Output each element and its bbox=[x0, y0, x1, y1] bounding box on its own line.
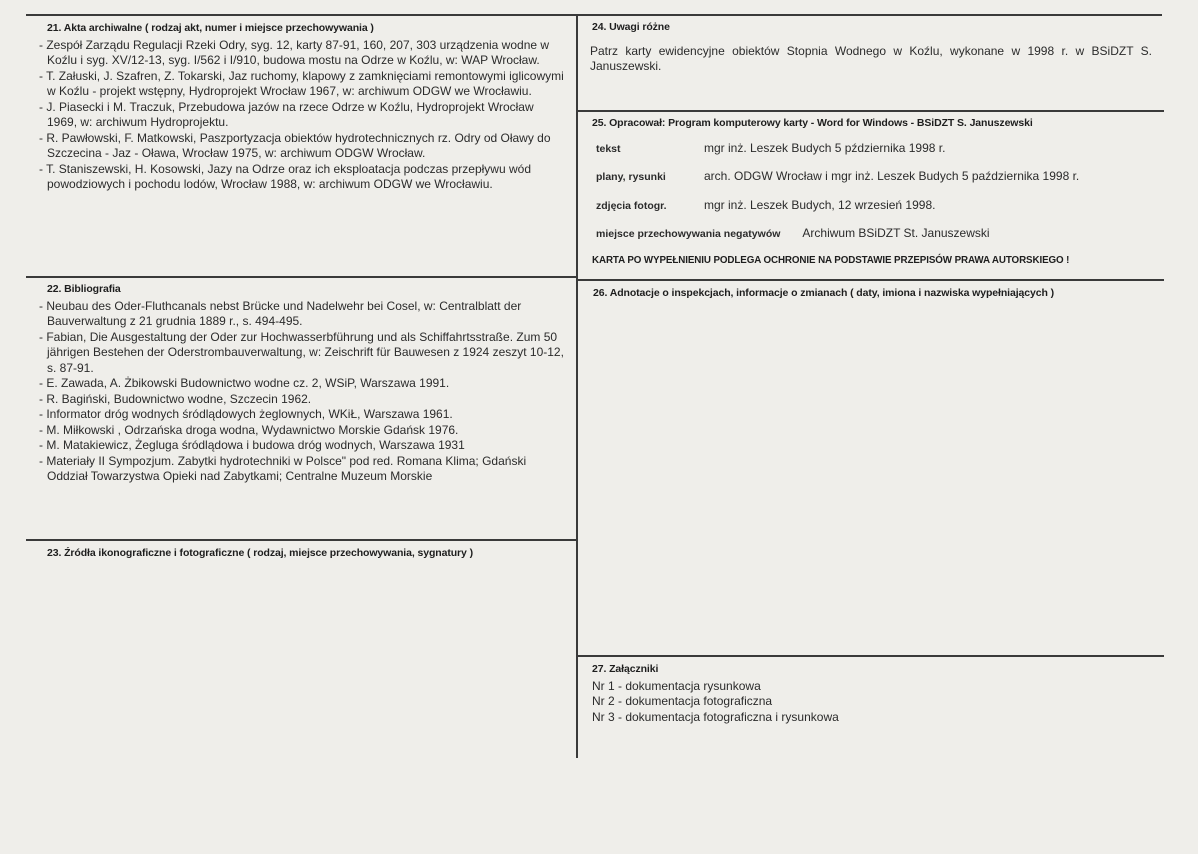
archive-item: - T. Załuski, J. Szafren, Z. Tokarski, Jaz ruchomy, klapowy z zamknięciami remontowymi iglicowymi w Koźlu - projekt wstępny, Hydroprojekt Wrocław 1967, w: archiwum ODGW we Wrocławiu. bbox=[39, 68, 564, 98]
bibliography-item: - Materiały II Sympozjum. Zabytki hydrotechniki w Polsce" pod red. Romana Klima; Gdański Oddział Towarzystwa Opieki nad Zabytkami; Centralne Muzeum Morskie bbox=[39, 453, 527, 483]
attachment-item: Nr 2 - dokumentacja fotograficzna bbox=[592, 694, 773, 708]
section-27-header: 27. Załączniki bbox=[592, 663, 659, 675]
bibliography-item: - M. Miłkowski , Odrzańska droga wodna, Wydawnictwo Morskie Gdańsk 1976. bbox=[39, 422, 459, 437]
bibliography-item: - E. Zawada, A. Żbikowski Budownictwo wodne cz. 2, WSiP, Warszawa 1991. bbox=[39, 376, 450, 390]
archive-item: - T. Staniszewski, H. Kosowski, Jazy na Odrze oraz ich eksploatacja podczas przepływu wód powodziowych i pochodu lodów, Wrocław 1988, w: archiwum ODGW we Wrocławiu. bbox=[39, 161, 531, 191]
divider-24-25 bbox=[577, 110, 1164, 112]
section-26-header: 26. Adnotacje o inspekcjach, informacje o zmianach ( daty, imiona i nazwiska wypełniających ) bbox=[593, 287, 1055, 299]
section-25-header: 25. Opracował: Program komputerowy karty - Word for Windows - BSiDZT S. Januszewski bbox=[592, 117, 1033, 129]
author-row-value: Archiwum BSiDZT St. Januszewski bbox=[802, 226, 990, 240]
author-row-plans bbox=[592, 169, 1160, 186]
section-21-list bbox=[35, 38, 565, 193]
top-border bbox=[26, 14, 1162, 16]
section-23 bbox=[47, 546, 567, 562]
author-row-label: tekst bbox=[596, 142, 621, 155]
author-row-negatives bbox=[592, 226, 1160, 243]
section-24 bbox=[590, 20, 1152, 75]
author-row-label: zdjęcia fotogr. bbox=[596, 199, 667, 212]
author-row-value: arch. ODGW Wrocław i mgr inż. Leszek Budych 5 października 1998 r. bbox=[704, 169, 1080, 183]
author-row-text bbox=[592, 141, 1160, 158]
archive-item: - J. Piasecki i M. Traczuk, Przebudowa jazów na rzece Odrze w Koźlu, Hydroprojekt Wrocław 1969, w: archiwum Hydroprojektu. bbox=[39, 99, 534, 129]
divider-22-23 bbox=[26, 539, 577, 541]
section-23-header: 23. Źródła ikonograficzne i fotograficzne ( rodzaj, miejsce przechowywania, sygnatury ) bbox=[47, 547, 473, 559]
archive-item: - Zespół Zarządu Regulacji Rzeki Odry, syg. 12, karty 87-91, 160, 207, 303 urządzenia wodne w Koźlu i syg. XV/12-13, syg. I/562 i I/910, budowa mostu na Odrze w Koźlu, w: WAP Wrocław. bbox=[39, 37, 550, 67]
divider-26-27 bbox=[577, 655, 1164, 657]
attachment-item: Nr 3 - dokumentacja fotograficzna i rysunkowa bbox=[592, 709, 839, 724]
section-22-list bbox=[35, 299, 565, 485]
section-24-header: 24. Uwagi różne bbox=[592, 21, 670, 33]
section-25 bbox=[592, 116, 1160, 268]
section-21-header: 21. Akta archiwalne ( rodzaj akt, numer i miejsce przechowywania ) bbox=[47, 22, 374, 34]
author-row-photos bbox=[592, 198, 1160, 215]
author-row-value: mgr inż. Leszek Budych, 12 wrzesień 1998. bbox=[704, 197, 936, 212]
copyright-warning: KARTA PO WYPEŁNIENIU PODLEGA OCHRONIE NA PODSTAWIE PRZEPISÓW PRAWA AUTORSKIEGO ! bbox=[592, 254, 1070, 266]
author-row-value: mgr inż. Leszek Budych 5 pździernika 1998 r. bbox=[704, 140, 946, 155]
bibliography-item: - Informator dróg wodnych śródlądowych żeglownych, WKiŁ, Warszawa 1961. bbox=[39, 407, 453, 421]
section-22 bbox=[35, 282, 565, 485]
section-27 bbox=[592, 662, 1152, 725]
author-row-label: miejsce przechowywania negatywów bbox=[596, 228, 781, 240]
divider-25-26 bbox=[577, 279, 1164, 281]
bibliography-item: - M. Matakiewicz, Żegluga śródlądowa i budowa dróg wodnych, Warszawa 1931 bbox=[39, 438, 465, 452]
bibliography-item: - Neubau des Oder-Fluthcanals nebst Brücke und Nadelwehr bei Cosel, w: Centralblatt der Bauverwaltung z 21 grudnia 1889 r., s. 494-495. bbox=[39, 298, 522, 328]
center-divider bbox=[576, 14, 578, 758]
section-21 bbox=[35, 21, 565, 193]
archive-item: - R. Pawłowski, F. Matkowski, Paszportyzacja obiektów hydrotechnicznych rz. Odry od Oławy do Szczecina - Jaz - Oława, Wrocław 1975, w: archiwum ODGW Wrocław. bbox=[39, 130, 551, 160]
section-26 bbox=[593, 286, 1153, 302]
attachment-item: Nr 1 - dokumentacja rysunkowa bbox=[592, 678, 761, 693]
bibliography-item: - R. Bagiński, Budownictwo wodne, Szczecin 1962. bbox=[39, 391, 312, 406]
author-row-label: plany, rysunki bbox=[596, 171, 666, 183]
divider-21-22 bbox=[26, 276, 577, 278]
section-22-header: 22. Bibliografia bbox=[47, 283, 121, 295]
bibliography-item: - Fabian, Die Ausgestaltung der Oder zur Hochwasserbführung und als Schiffahrtsstraße. Zum 50 jährigen Bestehen der Oderstrombauverwaltung, w: Zeischrift für Bauwesen z 1924 zeszyt 10-12, s. 87-91. bbox=[39, 329, 564, 375]
section-24-text: Patrz karty ewidencyjne obiektów Stopnia Wodnego w Koźlu, wykonane w 1998 r. w BSiDZT S. Januszewski. bbox=[590, 43, 1152, 73]
